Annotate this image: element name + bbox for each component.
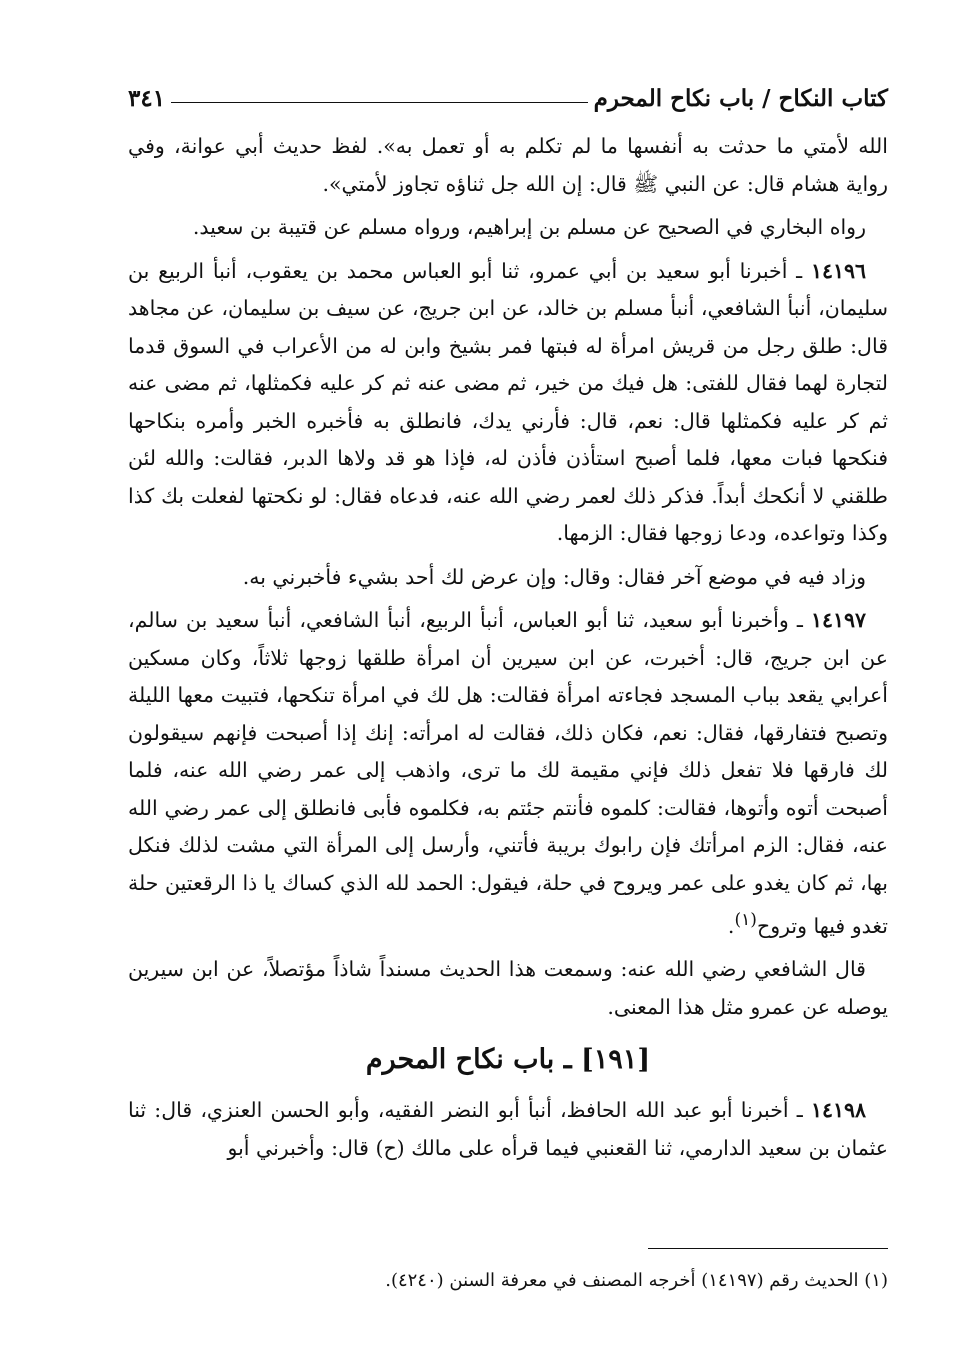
page-header: [128, 72, 888, 112]
paragraph-2-text: رواه البخاري في الصحيح عن مسلم بن إبراهيم، ورواه مسلم عن قتيبة بن سعيد.: [192, 215, 866, 239]
paragraph-1-text: الله لأمتي ما حدثت به أنفسها ما لم تكلم به أو تعمل به». لفظ حديث أبي عوانة، وفي رواية هشام قال: عن النبي ﷺ قال: إن الله جل ثناؤه تجاوز لأمتي».: [128, 134, 888, 196]
hadith-number: ١٤١٩٨: [810, 1098, 866, 1123]
header-rule: [171, 102, 588, 103]
hadith-14196: [128, 253, 888, 553]
paragraph-1: [128, 128, 888, 203]
hadith-number: ١٤١٩٦: [810, 258, 866, 283]
hadith-number: ١٤١٩٧: [810, 608, 866, 632]
running-title: كتاب النكاح / باب نكاح المحرم: [593, 85, 888, 112]
section-title: [١٩١] ـ باب نكاح المحرم: [365, 1044, 651, 1076]
hadith-text: ـ أخبرنا أبو عبد الله الحافظ، أنبأ أبو النضر الفقيه، وأبو الحسن العنزي، قال: ثنا عثمان بن سعيد الدارمي، ثنا القعنبي فيما قرأه على مالك (ح) قال: وأخبرني أبو: [128, 1098, 888, 1160]
footnote-rule: [648, 1248, 888, 1249]
period: .: [727, 913, 735, 938]
paragraph-6-text: قال الشافعي رضي الله عنه: وسمعت هذا الحديث مسنداً شاذاً مؤتصلاً، عن ابن سيرين يوصله عن عمرو مثل هذا المعنى.: [128, 957, 888, 1019]
footnote-ref[interactable]: (١): [734, 910, 757, 930]
page-number: ٣٤١: [128, 85, 166, 112]
page-body: [128, 128, 888, 1173]
paragraph-6: [128, 951, 888, 1026]
hadith-text: ـ أخبرنا أبو سعيد بن أبي عمرو، ثنا أبو العباس محمد بن يعقوب، أنبأ الربيع بن سليمان، أنبأ الشافعي، أنبأ مسلم بن خالد، عن ابن جريج، عن سيف بن سليمان، عن مجاهد قال: طلق رجل من قريش امرأة له فبتها فمر بشيخ وابن له من الأعراب في السوق قدما لتجارة لهما فقال للفتى: هل فيك من خير، ثم مضى عنه ثم كر عليه فكمثلها، ثم مضى عنه ثم كر عليه فكمثلها قال: نعم، قال: فأرني يدك، فانطلق به فأخبره الخبر وأمره بنكاحها فنكحها فبات معها، فلما أصبح استأذن فأذن له، فإذا هو قد ولاها الدبر، فقالت: والله لئن طلقني لا أنكحك أبداً. فذكر ذلك لعمر رضي الله عنه، فدعاه فقال: لو نكحتها لفعلت بك كذا وكذا وتواعده، ودعا زوجها فقال: الزمها.: [128, 258, 888, 545]
hadith-text: ـ وأخبرنا أبو سعيد، ثنا أبو العباس، أنبأ الربيع، أنبأ الشافعي، أنبأ سعيد بن سالم، عن ابن جريج، قال: أخبرت، عن ابن سيرين أن امرأة طلقها زوجها ثلاثاً، وكان مسكين أعرابي يقعد بباب المسجد فجاءته امرأة فقالت: هل لك في امرأة تنكحها، فتبيت معها الليلة وتصبح فتفارقها، فقال: نعم، فكان ذلك، فقالت له امرأته: إنك إذا أصبحت فإنهم سيقولون لك فارقها فلا تفعل ذلك فإني مقيمة لك ما ترى، واذهب إلى عمر رضي الله عنه، فلما أصبحت أتوه وأتوها، فقالت: كلموه فأنتم جئتم به، فكلموه فأبى فانطلق إلى عمر رضي الله عنه، فقال: الزم امرأتك فإن رابوك بريبة فأتني، وأرسل إلى المرأة التي مشت لذلك فنكل بها، ثم كان يغدو على عمر ويروح في حلة، فيقول: الحمد لله الذي كساك يا ذا الرقعتين حلة تغدو فيها وتروح: [128, 608, 888, 938]
paragraph-2: [128, 209, 888, 247]
paragraph-4-text: وزاد فيه في موضع آخر فقال: وقال: وإن عرض لك أحد بشيء فأخبرني به.: [242, 564, 866, 589]
hadith-14198: [128, 1092, 888, 1167]
footnote: (١) الحديث رقم (١٤١٩٧) أخرجه المصنف في معرفة السنن (٤٢٤٠).: [385, 1270, 888, 1291]
hadith-14197: [128, 602, 888, 945]
paragraph-4: [128, 559, 888, 597]
